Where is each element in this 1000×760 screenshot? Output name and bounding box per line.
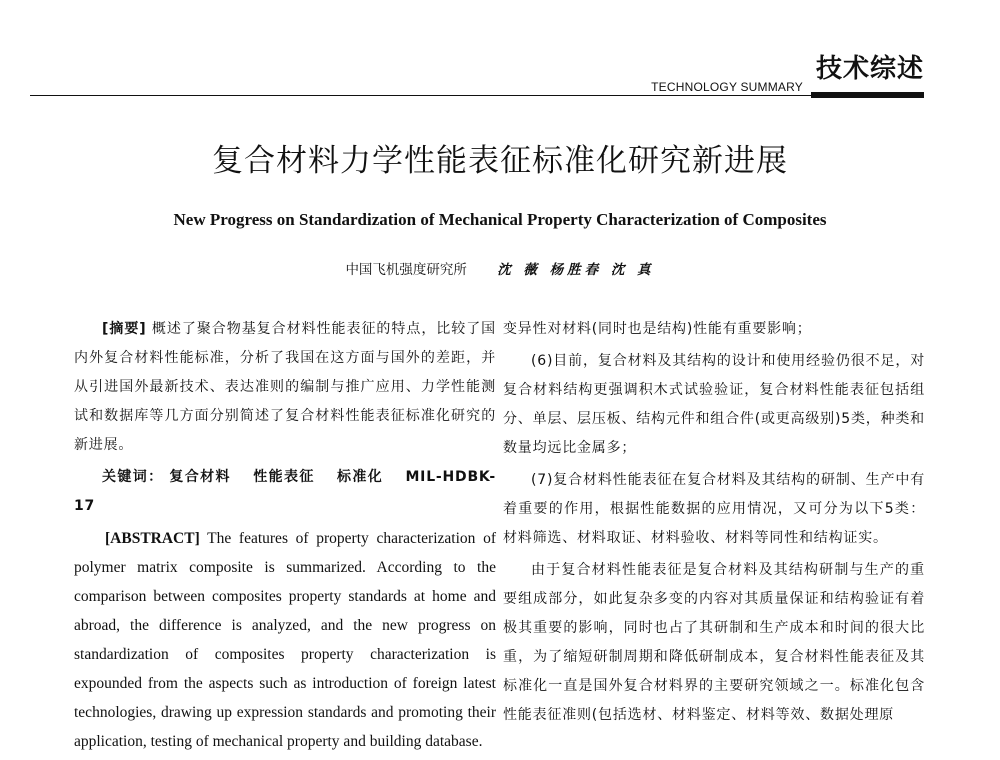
section-label-en: TECHNOLOGY SUMMARY: [651, 80, 803, 94]
abstract-en: [74, 524, 496, 756]
keyword-item: MIL-HDBK-17: [74, 469, 496, 514]
keywords-paragraph: [74, 463, 496, 521]
body-paragraph: (7)复合材料性能表征在复合材料及其结构的研制、生产中有着重要的作用，根据性能数据的应用情况，又可分为以下5类：材料筛选、材料取证、材料验收、材料等同性和结构证实。: [503, 472, 925, 546]
body-paragraph: 变异性对材料(同时也是结构)性能有重要影响；: [503, 321, 812, 337]
section-label-cn: 技术综述: [815, 54, 924, 84]
abstract-en-text: The features of property characterization of polymer matrix composite is summarized. According to the comparison between composites property standards at home and abroad, the difference is analyzed, and the new progress on standardization of composites property characterization is expounded from the aspects such as introduction of foreign latest technologies, drawing up expression standards and promoting their application, testing of mechanical property and building database.: [74, 530, 496, 750]
body-paragraph: (6)目前，复合材料及其结构的设计和使用经验仍很不足，对复合材料结构更强调积木式试验验证，复合材料性能表征包括组分、单层、层压板、结构元件和组合件(或更高级别)5类，种类和数量均远比金属多；: [503, 353, 925, 456]
abstract-cn-label: [摘要]: [102, 321, 147, 337]
abstract-cn: [74, 315, 496, 460]
author-names: 沈 薇 杨胜春 沈 真: [497, 262, 655, 278]
abstract-cn-text: 概述了聚合物基复合材料性能表征的特点，比较了国内外复合材料性能标准，分析了我国在这方面与国外的差距，并从引进国外最新技术、表达准则的编制与推广应用、力学性能测试和数据库等几方面分别简述了复合材料性能表征标准化研究的新进展。: [74, 321, 496, 453]
keyword-item: 复合材料: [169, 469, 231, 485]
running-header: [0, 0, 1000, 110]
author-affiliation: 中国飞机强度研究所: [345, 262, 467, 278]
section-tab-bar: [811, 92, 924, 98]
keyword-item: 标准化: [337, 469, 384, 485]
keywords-label: 关键词：: [102, 469, 164, 485]
keyword-item: 性能表征: [253, 469, 315, 485]
author-line: [0, 262, 1000, 278]
paper-title-en: New Progress on Standardization of Mechanical Property Characterization of Composites: [173, 210, 827, 229]
body-paragraph: 由于复合材料性能表征是复合材料及其结构研制与生产的重要组成部分，如此复杂多变的内容对其质量保证和结构验证有着极其重要的影响，同时也占了其研制和生产成本和时间的很大比重，为了缩短研制周期和降低研制成本，复合材料性能表征及其标准化一直是国外复合材料界的主要研究领域之一。标准化包含性能表征准则(包括选材、材料鉴定、材料等效、数据处理原: [503, 562, 925, 723]
left-column: [74, 315, 496, 759]
paper-title-cn: 复合材料力学性能表征标准化研究新进展: [212, 143, 788, 179]
abstract-en-label: [ABSTRACT]: [105, 530, 200, 547]
right-column: [503, 315, 925, 733]
header-rule: [30, 95, 924, 96]
